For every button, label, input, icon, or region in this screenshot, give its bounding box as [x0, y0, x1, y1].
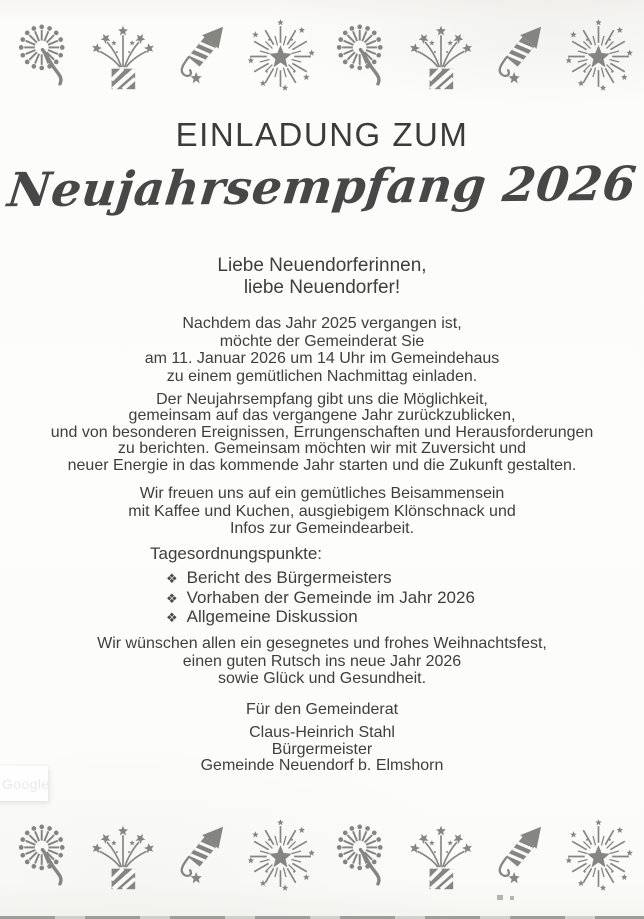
signature-block	[0, 725, 644, 775]
starburst-firework-icon	[562, 6, 638, 104]
rocket-firework-icon	[483, 806, 559, 904]
greeting	[0, 255, 644, 299]
wishes-line: einen guten Rutsch ins neue Jahr 2026	[182, 652, 462, 670]
starburst-firework-icon	[244, 6, 320, 104]
wishes-line: sowie Glück und Gesundheit.	[217, 670, 427, 688]
wishes-line: Wir wünschen allen ein gesegnetes und frohes Weihnachtsfest,	[97, 635, 547, 652]
fountain-firework-icon	[403, 806, 479, 904]
agenda-item-label: Allgemeine Diskussion	[186, 607, 358, 627]
google-watermark-label: Google	[2, 775, 50, 792]
google-watermark	[0, 766, 48, 801]
signature-role: Bürgermeister	[271, 740, 373, 758]
fireworks-border-top	[0, 6, 644, 104]
occasion-line: Der Neujahrsempfang gibt uns die Möglichkeit,	[156, 391, 488, 408]
agenda-item	[166, 608, 475, 628]
sparkler-firework-icon	[324, 806, 400, 904]
starburst-firework-icon	[244, 806, 320, 904]
intro-line: möchte der Gemeinderat Sie	[219, 332, 425, 350]
scan-speck	[510, 896, 514, 900]
fountain-firework-icon	[403, 6, 479, 104]
signature-name: Claus-Heinrich Stahl	[249, 724, 395, 741]
gathering-line: mit Kaffee und Kuchen, ausgiebigem Klönschnack und	[128, 502, 516, 520]
scan-speck	[497, 895, 503, 900]
gathering-line: Wir freuen uns auf ein gemütliches Beisammensein	[139, 485, 505, 502]
signature-municipality: Gemeinde Neuendorf b. Elmshorn	[200, 757, 444, 775]
diamond-bullet-icon: ❖	[166, 571, 178, 586]
occasion-line: neuer Energie in das kommende Jahr starten und die Zukunft gestalten.	[67, 456, 577, 474]
fireworks-border-bottom	[0, 806, 644, 904]
gathering-paragraph	[0, 485, 644, 538]
intro-line: Nachdem das Jahr 2025 vergangen ist,	[182, 315, 462, 332]
sparkler-firework-icon	[6, 6, 82, 104]
fountain-firework-icon	[85, 806, 161, 904]
fountain-firework-icon	[85, 6, 161, 104]
agenda-list	[166, 569, 475, 628]
greeting-line: Liebe Neuendorferinnen,	[217, 255, 427, 276]
closing-line: Für den Gemeinderat	[245, 701, 399, 718]
occasion-paragraph	[0, 392, 644, 474]
sparkler-firework-icon	[6, 806, 82, 904]
wishes-paragraph	[0, 635, 644, 688]
occasion-line: und von besonderen Ereignissen, Errungenschaften und Herausforderungen	[50, 423, 594, 441]
agenda-item	[166, 569, 475, 589]
invitation-kicker: EINLADUNG ZUM	[175, 116, 469, 153]
occasion-line: gemeinsam auf das vergangene Jahr zurückzublicken,	[128, 407, 516, 425]
agenda-item-label: Bericht des Bürgermeisters	[186, 568, 392, 587]
rocket-firework-icon	[165, 6, 241, 104]
greeting-line: liebe Neuendorfer!	[243, 277, 401, 298]
intro-paragraph	[0, 315, 644, 385]
invitation-title: Neujahrsempfang 2026	[4, 156, 640, 219]
diamond-bullet-icon: ❖	[166, 610, 178, 626]
occasion-line: zu berichten. Gemeinsam möchten wir mit Zuversicht und	[117, 440, 527, 458]
diamond-bullet-icon: ❖	[166, 590, 178, 606]
gathering-line: Infos zur Gemeindearbeit.	[229, 520, 415, 538]
agenda-item-label: Vorhaben der Gemeinde im Jahr 2026	[186, 587, 475, 607]
intro-line: am 11. Januar 2026 um 14 Uhr im Gemeindehaus	[144, 350, 500, 368]
agenda-heading: Tagesordnungspunkte:	[150, 544, 323, 563]
rocket-firework-icon	[165, 806, 241, 904]
starburst-firework-icon	[562, 806, 638, 904]
agenda-item	[166, 589, 475, 609]
intro-line: zu einem gemütlichen Nachmittag einladen.	[166, 367, 478, 385]
sparkler-firework-icon	[324, 6, 400, 104]
rocket-firework-icon	[483, 6, 559, 104]
